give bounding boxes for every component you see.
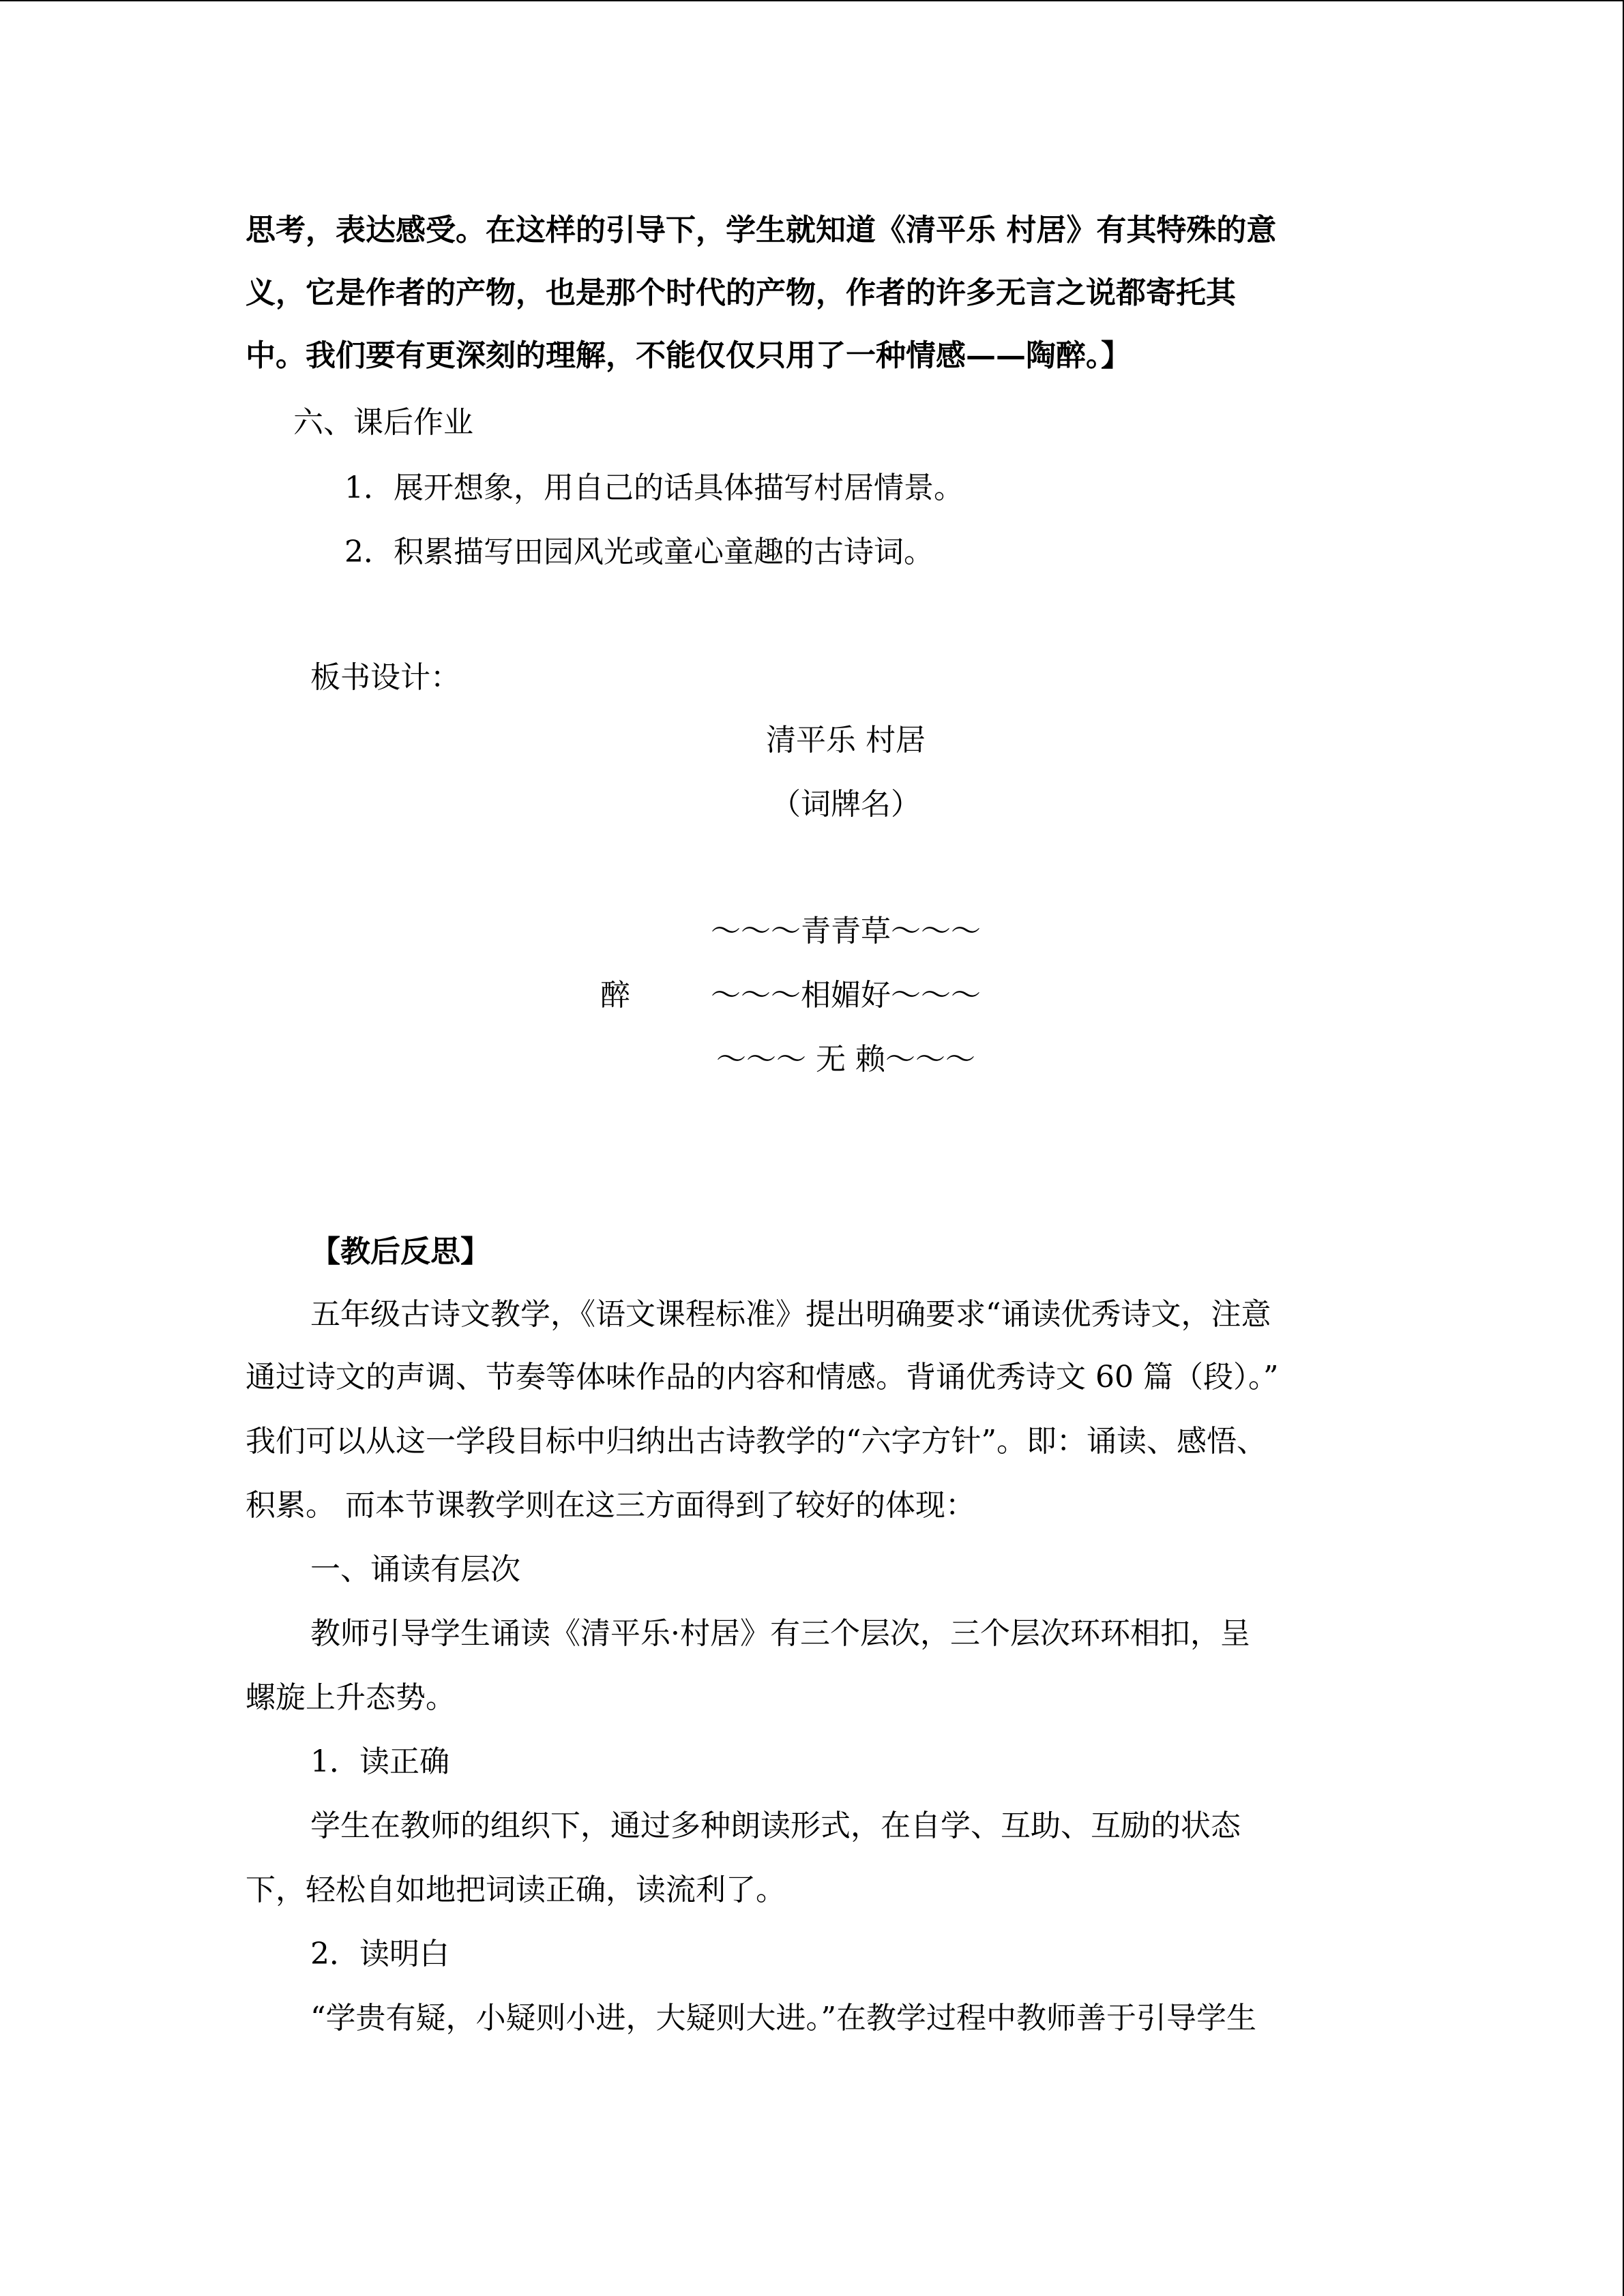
reflection-para2-line-1: 教师引导学生诵读《清平乐·村居》有三个层次，三个层次环环相扣，呈	[310, 1616, 1250, 1651]
reflection-section-1: 一、诵读有层次	[310, 1552, 520, 1587]
intro-line-2: 义，它是作者的产物，也是那个时代的产物，作者的许多无言之说都寄托其	[246, 275, 1236, 310]
reflection-heading: 【教后反思】	[310, 1234, 490, 1269]
homework-item-2: 2．积累描写田园风光或童心童趣的古诗词。	[344, 535, 934, 569]
board-title: 清平乐 村居	[766, 723, 926, 758]
board-subtitle: （词牌名）	[771, 787, 921, 822]
board-row-2: ～～～相媚好～～～	[711, 978, 981, 1013]
reflection-para3-line-2: 下，轻松自如地把词读正确，读流利了。	[246, 1873, 786, 1907]
intro-line-1: 思考，表达感受。在这样的引导下，学生就知道《清平乐 村居》有其特殊的意	[246, 213, 1277, 248]
homework-heading: 六、课后作业	[293, 405, 473, 440]
reflection-para1-line-1: 五年级古诗文教学，《语文课程标准》提出明确要求“诵读优秀诗文，注意	[310, 1297, 1271, 1332]
reflection-para4-line-1: “学贵有疑，小疑则小进，大疑则大进。”在教学过程中教师善于引导学生	[310, 2001, 1256, 2036]
reflection-item1-heading: 1．读正确	[310, 1744, 449, 1779]
reflection-item2-heading: 2．读明白	[310, 1937, 449, 1971]
board-left-char: 醉	[600, 978, 630, 1013]
board-row-1: ～～～青青草～～～	[711, 914, 981, 949]
board-heading: 板书设计：	[310, 660, 460, 695]
homework-item-1: 1．展开想象，用自己的话具体描写村居情景。	[344, 471, 964, 505]
intro-line-3: 中。我们要有更深刻的理解，不能仅仅只用了一种情感——陶醉。】	[246, 338, 1131, 373]
reflection-para2-line-2: 螺旋上升态势。	[246, 1680, 456, 1715]
reflection-para3-line-1: 学生在教师的组织下，通过多种朗读形式，在自学、互助、互励的状态	[310, 1808, 1241, 1843]
reflection-para1-line-3: 我们可以从这一学段目标中归纳出古诗教学的“六字方针”。即：诵读、感悟、	[246, 1424, 1267, 1459]
board-row-3: ～～～ 无 赖～～～	[716, 1042, 975, 1077]
reflection-para1-line-2: 通过诗文的声调、节奏等体味作品的内容和情感。背诵优秀诗文 60 篇（段）。”	[246, 1360, 1279, 1395]
reflection-para1-line-4: 积累。 而本节课教学则在这三方面得到了较好的体现：	[246, 1488, 975, 1523]
